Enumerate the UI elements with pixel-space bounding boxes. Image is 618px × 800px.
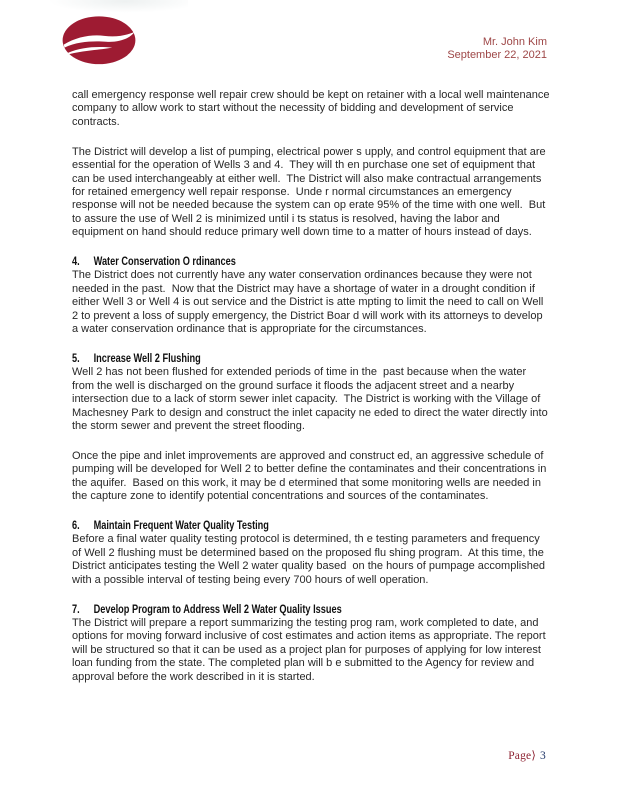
section-paragraph: The District will prepare a report summarizing the testing prog ram, work completed to date, and options for moving forward inclusive of cost estimates and action items as appropriate. The report will be structured so that it can be used as a project plan for purposes of applying for low interest loan funding from the state. The completed plan will b e submitted to the Agency for review and approval before the work described in it is started. <box>72 616 549 683</box>
page-separator-icon: ⟩ <box>531 750 537 762</box>
letter-date: September 22, 2021 <box>447 48 547 61</box>
section-number: 5. <box>72 352 80 365</box>
section-water-conservation <box>72 256 550 336</box>
page-number: 3 <box>540 750 546 762</box>
section-paragraph: Well 2 has not been flushed for extended periods of time in the past because when the water from the well is discharged on the ground surface it floods the adjacent street and a nearby intersection due to a lack of storm sewer inlet capacity. The District is working with the Village of Machesney Park to design and construct the inlet capacity ne eded to direct the water directly into the storm sewer and prevent the street flooding. <box>72 366 551 432</box>
section-number: 6. <box>72 520 80 533</box>
section-heading <box>72 520 550 533</box>
section-title: Maintain Frequent Water Quality Testing <box>93 520 269 533</box>
section-heading <box>72 256 550 269</box>
scan-artifact <box>48 0 188 13</box>
letter-body <box>72 89 553 700</box>
section-paragraph: Once the pipe and inlet improvements are approved and construct ed, an aggressive schedule of pumping will be developed for Well 2 to better define the contaminates and their concentrations in the aquifer. Based on this work, it may be d etermined that some monitoring wells are needed in the capture zone to identify potential concentrations and sources of the contaminates. <box>72 449 550 503</box>
section-water-quality-testing <box>72 520 550 587</box>
section-heading <box>72 353 550 366</box>
section-paragraph: Before a final water quality testing protocol is determined, th e testing parameters and frequency of Well 2 flushing must be determined based on the proposed flu shing program. At this time, the District anticipates testing the Well 2 water quality based on the hours of pumpage accomplished with a possible interval of testing being every 700 hours of well operation. <box>72 533 549 586</box>
paragraph-equipment-plan: The District will develop a list of pumping, electrical power s upply, and control equipment that are essential for the operation of Wells 3 and 4. They will th en purchase one set of equipment that can be used interchangeably at either well. The District will also make contractual arrangements for retained emergency well repair response. Unde r normal circumstances an emergency response will not be needed because the system can op erate 95% of the time with one well. But to assure the use of Well 2 is minimized until i ts status is resolved, having the labor and equipment on hand should reduce primary well down time to a matter of hours instead of days. <box>72 145 549 239</box>
company-logo <box>62 16 136 66</box>
section-title: Water Conservation O rdinances <box>93 256 236 269</box>
section-paragraph: The District does not currently have any water conservation ordinances because they were not needed in the past. Now that the District may have a shortage of water in a drought condition if either Well 3 or Well 4 is out service and the District is atte mpting to limit the need to call on Well 2 to prevent a loss of supply emergency, the District Boar d will work with its attorneys to develop a water conservation ordinance that is appropriate for the circumstances. <box>72 269 547 336</box>
header-block <box>447 36 547 62</box>
section-title: Increase Well 2 Flushing <box>93 352 201 365</box>
page-label: Page <box>508 750 532 762</box>
paragraph-emergency-crew: call emergency response well repair crew should be kept on retainer with a local well maintenance company to allow work to start without the necessity of bidding and development of service contracts. <box>72 89 553 128</box>
section-number: 4. <box>72 256 80 269</box>
section-water-quality-program <box>72 604 550 684</box>
section-title: Develop Program to Address Well 2 Water Quality Issues <box>93 603 342 616</box>
recipient-name: Mr. John Kim <box>482 36 547 48</box>
section-well2-flushing <box>72 353 550 504</box>
section-number: 7. <box>72 603 80 616</box>
page-footer <box>508 748 546 762</box>
section-heading <box>72 604 550 617</box>
